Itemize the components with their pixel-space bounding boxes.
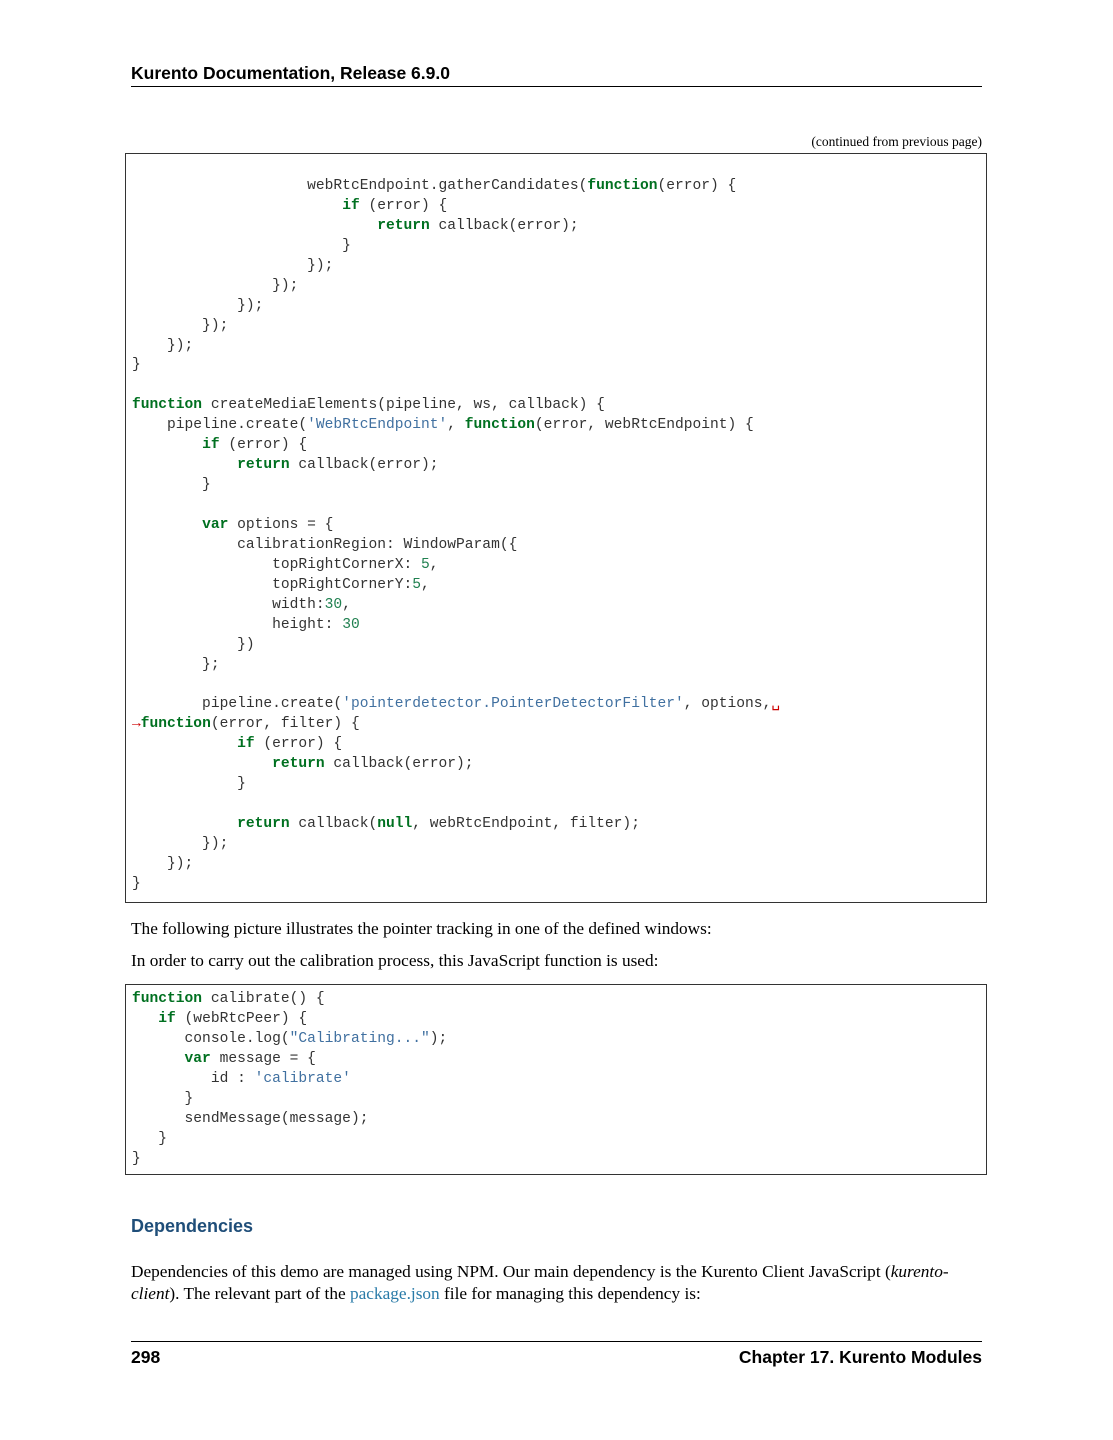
code-block-create-media-elements — [125, 153, 987, 903]
code-token — [132, 437, 202, 453]
code-token: options = { — [228, 516, 334, 533]
code-line — [132, 1111, 368, 1127]
code-token: (error, webRtcEndpoint) { — [534, 417, 754, 434]
code-token — [132, 816, 237, 832]
code-token: pipeline.create( — [132, 417, 308, 434]
code-token: return — [237, 816, 290, 832]
code-line — [132, 1131, 167, 1147]
dependencies-text: Dependencies of this demo are managed using NPM. Our main dependency is the Kurento Client JavaScript ( — [131, 1262, 891, 1281]
code-token: (error, filter) { — [210, 716, 360, 733]
code-token: (error) { — [219, 437, 308, 454]
code-token — [132, 1051, 185, 1067]
code-token: if — [342, 197, 360, 214]
paragraph-dependencies — [131, 1261, 982, 1305]
paragraph-calibration-intro: In order to carry out the calibration process, this JavaScript function is used: — [131, 951, 659, 970]
code-token: (error) { — [657, 178, 737, 194]
code-token: if — [202, 437, 220, 454]
code-token: }); — [132, 277, 299, 294]
code-line — [132, 397, 605, 413]
code-line — [132, 278, 298, 294]
code-line — [132, 477, 211, 493]
code-line — [132, 776, 246, 792]
code-line — [132, 1071, 351, 1087]
section-heading-dependencies: Dependencies — [131, 1216, 254, 1236]
code-token: topRightCornerY: — [132, 576, 413, 593]
dependencies-text-2: ). The relevant part of the — [169, 1284, 350, 1303]
code-token: , — [429, 556, 439, 573]
code-token: 'calibrate' — [254, 1070, 351, 1087]
code-token: var — [184, 1050, 211, 1067]
code-token: }); — [132, 835, 229, 852]
code-token: }); — [132, 317, 229, 334]
code-line — [132, 637, 255, 653]
code-token: }); — [132, 855, 194, 872]
footer-divider — [131, 1341, 982, 1342]
code-line — [132, 1051, 316, 1067]
code-token — [132, 736, 237, 752]
code-token: function — [132, 991, 203, 1007]
code-line — [132, 716, 360, 732]
code-line — [132, 218, 579, 234]
code-token: callback(error); — [324, 756, 474, 773]
code-token: sendMessage(message); — [132, 1110, 369, 1127]
code-line — [132, 1011, 307, 1027]
code-token: height: — [132, 616, 343, 633]
code-token: return — [237, 457, 290, 474]
code-line — [132, 537, 517, 553]
code-line — [132, 836, 228, 852]
code-line — [132, 437, 307, 453]
code-token: , options, — [683, 696, 772, 713]
code-line — [132, 557, 439, 573]
code-line — [132, 816, 640, 832]
code-line — [132, 696, 780, 712]
header-divider — [131, 86, 982, 87]
code-line — [132, 617, 360, 633]
code-token: } — [132, 875, 141, 892]
code-line — [132, 517, 333, 533]
code-token: function — [140, 716, 211, 733]
code-token: ); — [429, 1030, 448, 1047]
code-line — [132, 357, 141, 373]
code-token: } — [132, 237, 351, 254]
chapter-title: Chapter 17. Kurento Modules — [738, 1347, 982, 1367]
continued-note: (continued from previous page) — [811, 134, 982, 149]
code-line — [132, 756, 474, 772]
code-token: } — [132, 1130, 168, 1147]
code-token: callback( — [289, 816, 378, 832]
code-token: 30 — [342, 616, 360, 633]
code-line — [132, 876, 141, 892]
code-token: if — [237, 736, 255, 753]
code-line — [132, 657, 220, 673]
code-token: 'pointerdetector.PointerDetectorFilter' — [342, 696, 684, 713]
code-token: if — [158, 1010, 176, 1027]
code-token: }); — [132, 297, 264, 314]
code-token: 'WebRtcEndpoint' — [307, 417, 448, 434]
code-listing — [132, 177, 986, 895]
code-token: "Calibrating..." — [289, 1030, 430, 1047]
code-token: callback(error); — [429, 217, 579, 234]
code-token: calibrationRegion: WindowParam({ — [132, 536, 518, 553]
kurento-client-emphasis: kurento-client — [131, 1262, 949, 1303]
code-token: id : — [132, 1070, 255, 1087]
code-token: }); — [132, 257, 334, 274]
code-token: 5 — [412, 576, 422, 593]
code-token: topRightCornerX: — [132, 556, 422, 573]
code-line — [132, 736, 342, 752]
code-line — [132, 457, 439, 473]
code-line — [132, 1091, 193, 1107]
code-token — [132, 198, 342, 214]
code-token: ␣ — [771, 696, 781, 713]
code-token: } — [132, 477, 211, 494]
code-token: 30 — [324, 596, 343, 613]
code-token: → — [132, 716, 141, 733]
code-token: function — [464, 417, 535, 434]
code-token: webRtcEndpoint.gatherCandidates( — [132, 178, 588, 194]
page-number: 298 — [131, 1347, 161, 1367]
code-token: (webRtcPeer) { — [175, 1010, 308, 1027]
code-token: (error) { — [359, 197, 448, 214]
code-block-calibrate — [125, 984, 987, 1175]
code-token: }) — [132, 636, 255, 653]
code-token: (error) { — [254, 736, 343, 753]
code-line — [132, 1151, 141, 1167]
code-line — [132, 198, 447, 214]
code-token: calibrate() { — [202, 991, 325, 1007]
code-line — [132, 238, 351, 254]
code-token: } — [132, 1090, 194, 1107]
code-token: return — [377, 217, 430, 234]
code-token — [132, 1011, 158, 1027]
code-line — [132, 1031, 447, 1047]
code-token: } — [132, 776, 246, 793]
code-token: return — [272, 756, 325, 773]
code-token — [132, 457, 237, 473]
code-line — [132, 338, 193, 354]
code-token — [132, 218, 377, 234]
code-token: } — [132, 357, 141, 374]
code-token: callback(error); — [289, 457, 439, 474]
code-line — [132, 597, 351, 613]
code-token: } — [132, 1150, 141, 1167]
code-line — [132, 258, 333, 274]
package-json-link[interactable]: package.json — [349, 1284, 440, 1303]
code-token: createMediaElements(pipeline, ws, callback) { — [202, 397, 605, 414]
code-token: , webRtcEndpoint, filter); — [412, 816, 640, 832]
code-token: }); — [132, 337, 194, 354]
code-token: , — [342, 596, 351, 613]
code-token: , — [421, 576, 430, 593]
code-line — [132, 318, 228, 334]
code-listing — [132, 990, 986, 1169]
code-token: console.log( — [132, 1030, 290, 1047]
code-line — [132, 577, 430, 593]
code-token: , — [447, 417, 465, 434]
code-line — [132, 178, 736, 194]
code-token: width: — [132, 596, 325, 613]
code-token: function — [587, 178, 658, 194]
code-line — [132, 856, 193, 872]
code-line — [132, 417, 754, 433]
header-title: Kurento Documentation, Release 6.9.0 — [131, 63, 450, 83]
code-token: pipeline.create( — [132, 696, 343, 713]
code-token — [132, 756, 272, 772]
code-token — [132, 517, 202, 533]
code-token: null — [377, 816, 413, 832]
code-token: }; — [132, 656, 220, 673]
code-line — [132, 298, 263, 314]
paragraph-picture-intro: The following picture illustrates the pointer tracking in one of the defined windows: — [131, 919, 712, 938]
code-token: message = { — [210, 1050, 316, 1067]
code-token: function — [132, 397, 203, 414]
code-token: var — [202, 516, 229, 533]
dependencies-text-3: file for managing this dependency is: — [439, 1284, 701, 1303]
code-line — [132, 991, 325, 1007]
code-token: 5 — [421, 556, 430, 573]
